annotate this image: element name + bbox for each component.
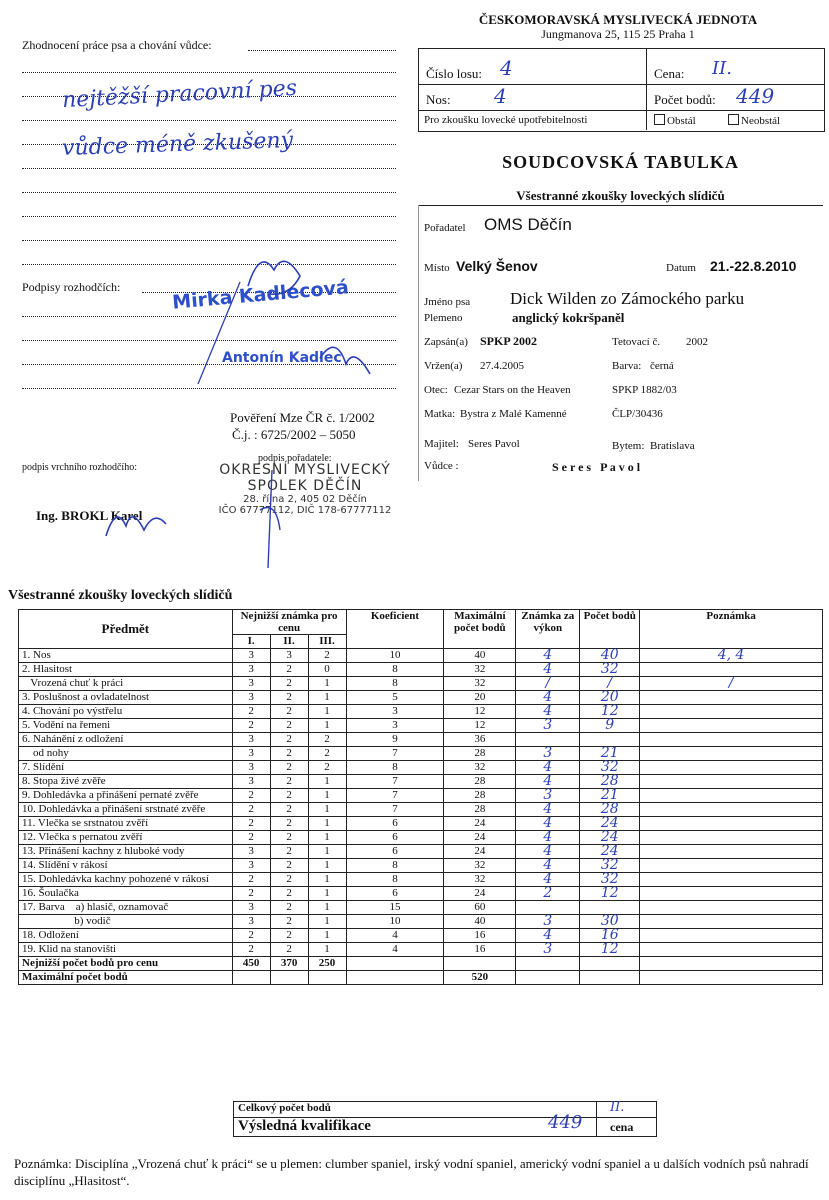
date-value: 21.-22.8.2010 (710, 258, 797, 274)
row-min-II: 2 (270, 873, 308, 887)
judge2-stamp: Antonín Kadlec (222, 350, 342, 366)
row-grade: 3 (516, 943, 580, 957)
row-note (640, 915, 823, 929)
row-subject: od nohy (19, 747, 233, 761)
min-total-I: 450 (232, 957, 270, 971)
header-grade: Známka za výkon (516, 610, 580, 649)
dam-label: Matka: (424, 408, 456, 420)
row-grade: 4 (516, 845, 580, 859)
nose-value: 4 (494, 84, 507, 108)
organizer-stamp: OKRESNÍ MYSLIVECKÝ SPOLEK DĚČÍN 28. října 2, 405 02 Děčín IČO 67777112, DIČ 178-67777112 (218, 462, 392, 516)
organizer-signature-label: podpis pořadatele: (258, 453, 332, 464)
row-subject: 16. Šoulačka (19, 887, 233, 901)
row-note (640, 831, 823, 845)
table-row (19, 887, 823, 901)
row-min-I: 3 (232, 691, 270, 705)
sire-value: Cezar Stars on the Heaven (454, 384, 571, 396)
row-coefficient: 7 (346, 775, 444, 789)
row-coefficient: 8 (346, 663, 444, 677)
row-min-III: 1 (308, 803, 346, 817)
org-name: ČESKOMORAVSKÁ MYSLIVECKÁ JEDNOTA (478, 12, 758, 27)
handler-label: Vůdce : (424, 460, 459, 472)
row-min-II: 2 (270, 691, 308, 705)
sire-label: Otec: (424, 384, 448, 396)
row-min-II: 2 (270, 859, 308, 873)
row-points: 32 (580, 761, 640, 775)
row-points: 32 (580, 663, 640, 677)
hunting-test-label: Pro zkoušku lovecké upotřebitelnosti (424, 114, 588, 126)
row-note (640, 845, 823, 859)
row-note (640, 719, 823, 733)
row-grade: 4 (516, 691, 580, 705)
row-min-III: 1 (308, 845, 346, 859)
row-min-II: 2 (270, 803, 308, 817)
table-row (19, 873, 823, 887)
header-II: II. (270, 635, 308, 649)
head-judge-name: Ing. BROKL Karel (36, 508, 143, 523)
result-value: 449 (548, 1112, 583, 1133)
row-min-III: 1 (308, 691, 346, 705)
header-note: Poznámka (640, 610, 823, 649)
row-max-points: 32 (444, 859, 516, 873)
table-section-title: Všestranné zkoušky loveckých slídičů (8, 588, 233, 603)
row-min-I: 2 (232, 887, 270, 901)
row-points: 24 (580, 845, 640, 859)
row-note (640, 733, 823, 747)
row-note (640, 705, 823, 719)
tattoo-label: Tetovací č. (612, 336, 661, 348)
row-subject: 18. Odložení (19, 929, 233, 943)
row-max-points: 32 (444, 761, 516, 775)
organizer-label: Pořadatel (424, 222, 466, 234)
row-min-III: 2 (308, 761, 346, 775)
row-grade: / (516, 677, 580, 691)
table-row (19, 803, 823, 817)
row-coefficient: 6 (346, 831, 444, 845)
row-coefficient: 6 (346, 817, 444, 831)
whelped-value: 27.4.2005 (480, 360, 524, 372)
row-max-points: 32 (444, 873, 516, 887)
evaluation-label: Zhodnocení práce psa a chování vůdce: (22, 38, 212, 52)
place-label: Místo (424, 262, 450, 274)
row-subject: 15. Dohledávka kachny pohozené v rákosí (19, 873, 233, 887)
row-subject: 19. Klid na stanovišti (19, 943, 233, 957)
row-max-points: 12 (444, 719, 516, 733)
header-coefficient: Koeficient (346, 610, 444, 649)
row-subject: b) vodič (19, 915, 233, 929)
row-grade: 3 (516, 789, 580, 803)
row-max-points: 28 (444, 803, 516, 817)
table-row (19, 831, 823, 845)
max-total-label: Maximální počet bodů (19, 971, 233, 985)
row-coefficient: 3 (346, 719, 444, 733)
points-value: 449 (736, 84, 775, 108)
row-points: 24 (580, 831, 640, 845)
row-max-points: 36 (444, 733, 516, 747)
row-min-I: 3 (232, 663, 270, 677)
sire-registration: SPKP 1882/03 (612, 384, 677, 396)
row-max-points: 32 (444, 677, 516, 691)
registered-label: Zapsán(a) (424, 336, 468, 348)
table-row (19, 915, 823, 929)
table-row (19, 677, 823, 691)
row-min-III: 1 (308, 817, 346, 831)
row-subject: 3. Poslušnost a ovladatelnost (19, 691, 233, 705)
min-total-II: 370 (270, 957, 308, 971)
row-subject: 6. Nahánění z odložení (19, 733, 233, 747)
row-min-III: 1 (308, 719, 346, 733)
row-min-II: 3 (270, 649, 308, 663)
row-coefficient: 3 (346, 705, 444, 719)
table-row (19, 817, 823, 831)
row-note (640, 887, 823, 901)
row-min-III: 1 (308, 831, 346, 845)
row-min-I: 2 (232, 873, 270, 887)
evaluation-text-line2: vůdce méně zkušený (61, 127, 294, 162)
row-coefficient: 8 (346, 873, 444, 887)
row-min-III: 2 (308, 747, 346, 761)
result-unit: cena (610, 1120, 634, 1134)
dam-value: Bystra z Malé Kamenné (460, 408, 567, 420)
row-grade: 4 (516, 761, 580, 775)
row-note (640, 901, 823, 915)
table-row (19, 929, 823, 943)
row-min-I: 2 (232, 705, 270, 719)
row-coefficient: 15 (346, 901, 444, 915)
row-grade: 4 (516, 803, 580, 817)
row-min-II: 2 (270, 663, 308, 677)
row-points: 9 (580, 719, 640, 733)
row-coefficient: 6 (346, 845, 444, 859)
row-min-III: 2 (308, 649, 346, 663)
row-coefficient: 8 (346, 677, 444, 691)
row-coefficient: 8 (346, 859, 444, 873)
row-points: 24 (580, 817, 640, 831)
row-min-I: 3 (232, 845, 270, 859)
table-row (19, 943, 823, 957)
row-coefficient: 10 (346, 915, 444, 929)
organizer-signature (250, 470, 290, 570)
row-subject: 12. Vlečka s pernatou zvěří (19, 831, 233, 845)
max-total-value: 520 (444, 971, 516, 985)
table-row (19, 901, 823, 915)
row-subject: 9. Dohledávka a přinášení pernaté zvěře (19, 789, 233, 803)
judges-label: Podpisy rozhodčích: (22, 280, 121, 294)
row-points: 12 (580, 943, 640, 957)
row-points: 21 (580, 747, 640, 761)
row-coefficient: 4 (346, 943, 444, 957)
row-min-II: 2 (270, 761, 308, 775)
row-subject: 8. Stopa živé zvěře (19, 775, 233, 789)
row-min-III: 1 (308, 887, 346, 901)
dog-name-label: Jméno psa (424, 296, 471, 308)
row-min-II: 2 (270, 817, 308, 831)
breed-value: anglický kokršpaněl (512, 310, 625, 325)
row-subject: 5. Vodění na řemeni (19, 719, 233, 733)
table-row (19, 859, 823, 873)
price-label: Cena: (654, 66, 685, 81)
score-table (18, 609, 823, 985)
row-subject: 1. Nos (19, 649, 233, 663)
header-subject: Předmět (19, 610, 233, 649)
footnote: Poznámka: Disciplína „Vrozená chuť k práci“ se u plemen: clumber spaniel, irský vodní spaniel, americký vodní spaniel a u dalších vodních psů nahradí disciplínu „Hlasitost“. (14, 1156, 809, 1188)
row-note (640, 929, 823, 943)
row-note (640, 817, 823, 831)
row-min-III: 1 (308, 859, 346, 873)
row-max-points: 20 (444, 691, 516, 705)
row-subject: 17. Barva a) hlasič, oznamovač (19, 901, 233, 915)
color-value: černá (650, 360, 674, 372)
row-min-I: 3 (232, 733, 270, 747)
row-min-II: 2 (270, 775, 308, 789)
row-min-I: 2 (232, 929, 270, 943)
row-coefficient: 7 (346, 747, 444, 761)
row-coefficient: 10 (346, 649, 444, 663)
residence-value: Bratislava (650, 440, 695, 452)
row-min-III: 1 (308, 789, 346, 803)
row-points: 30 (580, 915, 640, 929)
handler-value: S e r e s P a v o l (552, 460, 641, 474)
row-grade: 3 (516, 747, 580, 761)
lot-value: 4 (500, 56, 513, 80)
mandate-line2: Č.j. : 6725/2002 – 5050 (232, 427, 356, 442)
row-subject: 13. Přinášení kachny z hluboké vody (19, 845, 233, 859)
row-min-III: 1 (308, 943, 346, 957)
row-grade: 4 (516, 649, 580, 663)
owner-label: Majitel: (424, 438, 459, 450)
result-label: Výsledná kvalifikace (238, 1118, 371, 1134)
row-note (640, 789, 823, 803)
head-judge-signature (96, 496, 176, 546)
row-coefficient: 8 (346, 761, 444, 775)
row-max-points: 32 (444, 663, 516, 677)
total-value: II. (610, 1100, 625, 1115)
row-subject: 2. Hlasitost (19, 663, 233, 677)
row-min-II: 2 (270, 789, 308, 803)
header-min-grade: Nejnižší známka pro cenu (232, 610, 346, 635)
row-min-III: 1 (308, 775, 346, 789)
row-note: 4, 4 (640, 649, 823, 663)
row-grade: 2 (516, 887, 580, 901)
row-min-II: 2 (270, 705, 308, 719)
row-max-points: 24 (444, 845, 516, 859)
row-points: 20 (580, 691, 640, 705)
row-note (640, 803, 823, 817)
color-label: Barva: (612, 360, 642, 372)
table-row (19, 747, 823, 761)
min-total-III: 250 (308, 957, 346, 971)
row-min-II: 2 (270, 887, 308, 901)
row-max-points: 28 (444, 747, 516, 761)
row-grade: 4 (516, 831, 580, 845)
row-min-I: 3 (232, 915, 270, 929)
header-points: Počet bodů (580, 610, 640, 649)
organizer-value: OMS Děčín (484, 215, 572, 234)
row-min-III: 1 (308, 929, 346, 943)
table-row (19, 733, 823, 747)
row-subject: 10. Dohledávka a přinášení srstnaté zvěře (19, 803, 233, 817)
row-points: 21 (580, 789, 640, 803)
row-coefficient: 5 (346, 691, 444, 705)
row-note (640, 775, 823, 789)
row-points: 12 (580, 705, 640, 719)
row-min-I: 3 (232, 649, 270, 663)
row-note (640, 761, 823, 775)
judge1-stamp: Mirka Kadlecová (171, 276, 350, 314)
place-value: Velký Šenov (456, 258, 538, 274)
row-note (640, 873, 823, 887)
min-total-label: Nejnižší počet bodů pro cenu (19, 957, 233, 971)
row-min-I: 3 (232, 677, 270, 691)
row-max-points: 28 (444, 775, 516, 789)
breed-label: Plemeno (424, 312, 463, 324)
row-subject: 11. Vlečka se srstnatou zvěří (19, 817, 233, 831)
row-points: 40 (580, 649, 640, 663)
date-label: Datum (666, 262, 696, 274)
table-row (19, 691, 823, 705)
lot-label: Číslo losu: (426, 66, 482, 81)
registered-value: SPKP 2002 (480, 334, 538, 348)
row-grade: 4 (516, 929, 580, 943)
row-max-points: 24 (444, 887, 516, 901)
row-min-II: 2 (270, 719, 308, 733)
row-points: 28 (580, 803, 640, 817)
row-min-I: 3 (232, 859, 270, 873)
whelped-label: Vržen(a) (424, 360, 463, 372)
owner-value: Seres Pavol (468, 438, 520, 450)
row-max-points: 24 (444, 831, 516, 845)
row-min-I: 2 (232, 817, 270, 831)
row-min-I: 2 (232, 831, 270, 845)
header-III: III. (308, 635, 346, 649)
row-coefficient: 6 (346, 887, 444, 901)
row-min-II: 2 (270, 915, 308, 929)
row-grade: 3 (516, 915, 580, 929)
row-grade: 4 (516, 873, 580, 887)
row-max-points: 40 (444, 649, 516, 663)
table-row (19, 761, 823, 775)
row-grade: 4 (516, 663, 580, 677)
row-min-III: 1 (308, 901, 346, 915)
row-min-I: 2 (232, 803, 270, 817)
row-max-points: 40 (444, 915, 516, 929)
row-max-points: 28 (444, 789, 516, 803)
row-points: 12 (580, 887, 640, 901)
table-row (19, 649, 823, 663)
header-max-points: Maximální počet bodů (444, 610, 516, 649)
row-points: 28 (580, 775, 640, 789)
row-min-II: 2 (270, 677, 308, 691)
page-subtitle: Všestranné zkoušky loveckých slídičů (516, 188, 725, 203)
row-subject: 14. Slídění v rákosí (19, 859, 233, 873)
row-min-III: 2 (308, 733, 346, 747)
table-row (19, 705, 823, 719)
table-row (19, 663, 823, 677)
tattoo-value: 2002 (686, 336, 708, 348)
dog-name-value: Dick Wilden zo Zámockého parku (510, 289, 745, 308)
row-max-points: 60 (444, 901, 516, 915)
row-max-points: 16 (444, 943, 516, 957)
residence-label: Bytem: (612, 440, 645, 452)
page-title: SOUDCOVSKÁ TABULKA (502, 152, 739, 172)
row-min-I: 2 (232, 789, 270, 803)
row-min-III: 1 (308, 915, 346, 929)
row-min-II: 2 (270, 733, 308, 747)
row-min-III: 1 (308, 677, 346, 691)
evaluation-text-line1: nejtěžší pracovní pes (61, 75, 298, 114)
row-min-I: 3 (232, 747, 270, 761)
table-row (19, 845, 823, 859)
row-grade: 4 (516, 775, 580, 789)
head-judge-label: podpis vrchního rozhodčího: (22, 462, 137, 473)
row-min-I: 3 (232, 775, 270, 789)
row-subject: 4. Chování po výstřelu (19, 705, 233, 719)
row-min-III: 1 (308, 705, 346, 719)
failed-checkbox[interactable]: Neobstál (728, 114, 780, 127)
dam-registration: ČLP/30436 (612, 408, 663, 420)
row-points: 16 (580, 929, 640, 943)
table-row (19, 789, 823, 803)
row-note (640, 747, 823, 761)
row-coefficient: 7 (346, 789, 444, 803)
row-min-II: 2 (270, 747, 308, 761)
row-min-I: 3 (232, 761, 270, 775)
table-row (19, 719, 823, 733)
row-points: 32 (580, 873, 640, 887)
row-min-I: 2 (232, 943, 270, 957)
row-coefficient: 4 (346, 929, 444, 943)
row-grade: 4 (516, 705, 580, 719)
row-coefficient: 9 (346, 733, 444, 747)
row-note (640, 691, 823, 705)
header-I: I. (232, 635, 270, 649)
row-points: / (580, 677, 640, 691)
row-subject: 7. Slídění (19, 761, 233, 775)
row-grade: 3 (516, 719, 580, 733)
row-max-points: 12 (444, 705, 516, 719)
passed-checkbox[interactable]: Obstál (654, 114, 696, 127)
row-min-I: 2 (232, 719, 270, 733)
row-note (640, 859, 823, 873)
row-max-points: 24 (444, 817, 516, 831)
points-label: Počet bodů: (654, 92, 716, 107)
row-max-points: 16 (444, 929, 516, 943)
row-grade: 4 (516, 859, 580, 873)
row-min-III: 1 (308, 873, 346, 887)
row-min-II: 2 (270, 943, 308, 957)
row-grade: 4 (516, 817, 580, 831)
row-min-II: 2 (270, 845, 308, 859)
row-note (640, 943, 823, 957)
org-address: Jungmanova 25, 115 25 Praha 1 (541, 27, 695, 41)
row-min-III: 0 (308, 663, 346, 677)
mandate-line1: Pověření Mze ČR č. 1/2002 (230, 410, 375, 425)
row-min-II: 2 (270, 831, 308, 845)
table-row (19, 775, 823, 789)
row-min-I: 3 (232, 901, 270, 915)
nose-label: Nos: (426, 92, 451, 107)
row-subject: Vrozená chuť k práci (19, 677, 233, 691)
judge-signatures (170, 246, 390, 386)
row-min-II: 2 (270, 901, 308, 915)
row-points: 32 (580, 859, 640, 873)
row-min-II: 2 (270, 929, 308, 943)
total-label: Celkový počet bodů (238, 1102, 331, 1114)
row-note: / (640, 677, 823, 691)
price-value: II. (712, 58, 732, 79)
row-coefficient: 7 (346, 803, 444, 817)
